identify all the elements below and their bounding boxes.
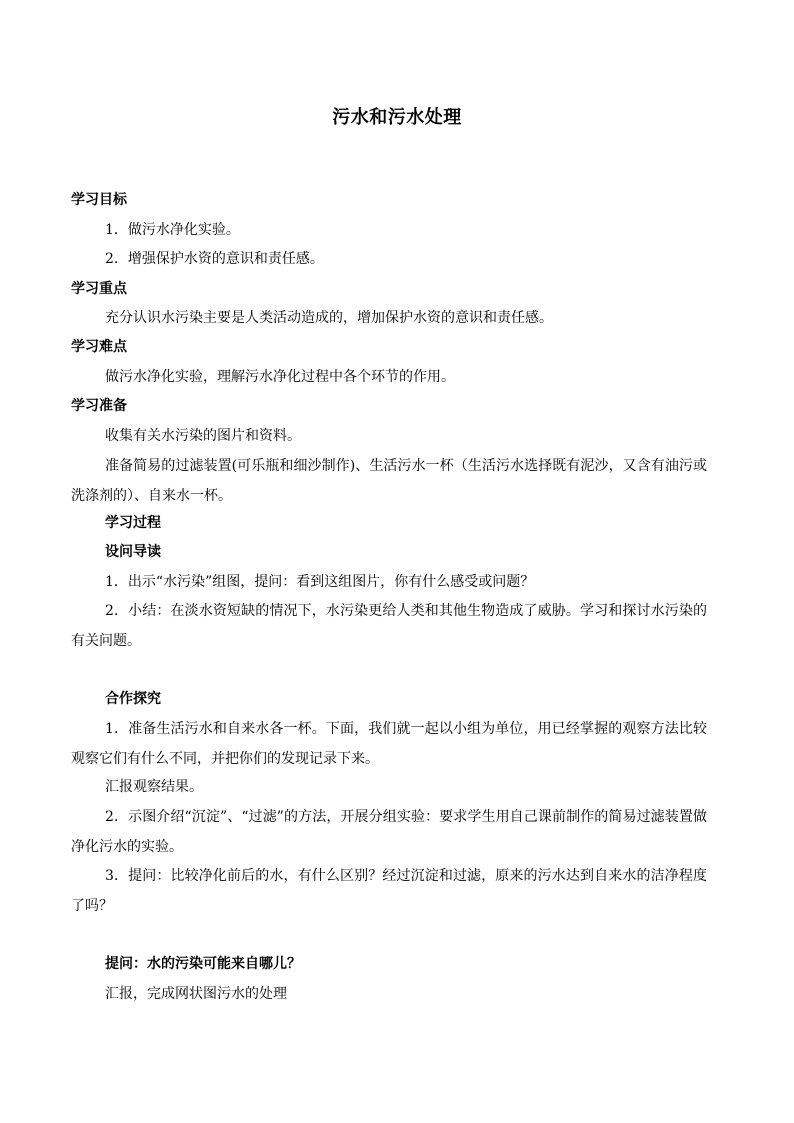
difficulty-heading: 学习难点 xyxy=(71,339,127,355)
goal-item-1: 1．做污水净化实验。 xyxy=(105,222,240,238)
guide-item-2: 2．小结：在淡水资短缺的情况下，水污染更给人类和其他生物造成了威胁。学习和探讨水污染的有关问题。 xyxy=(71,603,707,649)
process-heading: 学习过程 xyxy=(105,515,161,531)
page-title: 污水和污水处理 xyxy=(332,107,462,128)
focus-heading: 学习重点 xyxy=(71,281,127,297)
goal-item-2: 2．增强保护水资的意识和责任感。 xyxy=(105,251,324,267)
guide-item-1: 1．出示“水污染”组图，提问：看到这组图片，你有什么感受或问题？ xyxy=(105,574,535,590)
prep-heading: 学习准备 xyxy=(71,398,127,414)
guide-heading: 设问导读 xyxy=(105,544,161,560)
coop-item-1: 1．准备生活污水和自来水各一杯。下面，我们就一起以小组为单位，用已经掌握的观察方法比较观察它们有什么不同，并把你们的发现记录下来。 xyxy=(71,721,707,767)
focus-text: 充分认识水污染主要是人类活动造成的，增加保护水资的意识和责任感。 xyxy=(105,310,553,326)
prep-text-1: 收集有关水污染的图片和资料。 xyxy=(105,428,301,444)
coop-item-3: 3．提问：比较净化前后的水，有什么区别？经过沉淀和过滤，原来的污水达到自来水的洁净程度了吗？ xyxy=(71,868,707,914)
question-heading: 提问：水的污染可能来自哪儿？ xyxy=(105,956,301,972)
difficulty-text: 做污水净化实验，理解污水净化过程中各个环节的作用。 xyxy=(105,369,455,385)
coop-report: 汇报观察结果。 xyxy=(105,779,203,795)
final-text: 汇报，完成网状图污水的处理 xyxy=(105,986,287,1002)
coop-heading: 合作探究 xyxy=(105,691,161,707)
goals-heading: 学习目标 xyxy=(71,192,127,208)
coop-item-2: 2．示图介绍“沉淀”、“过滤”的方法，开展分组实验：要求学生用自己课前制作的简易过滤装置做净化污水的实验。 xyxy=(71,809,707,855)
prep-text-2: 准备简易的过滤装置(可乐瓶和细沙制作)、生活污水一杯（生活污水选择既有泥沙，又含有油污或洗涤剂的）、自来水一杯。 xyxy=(71,458,707,504)
